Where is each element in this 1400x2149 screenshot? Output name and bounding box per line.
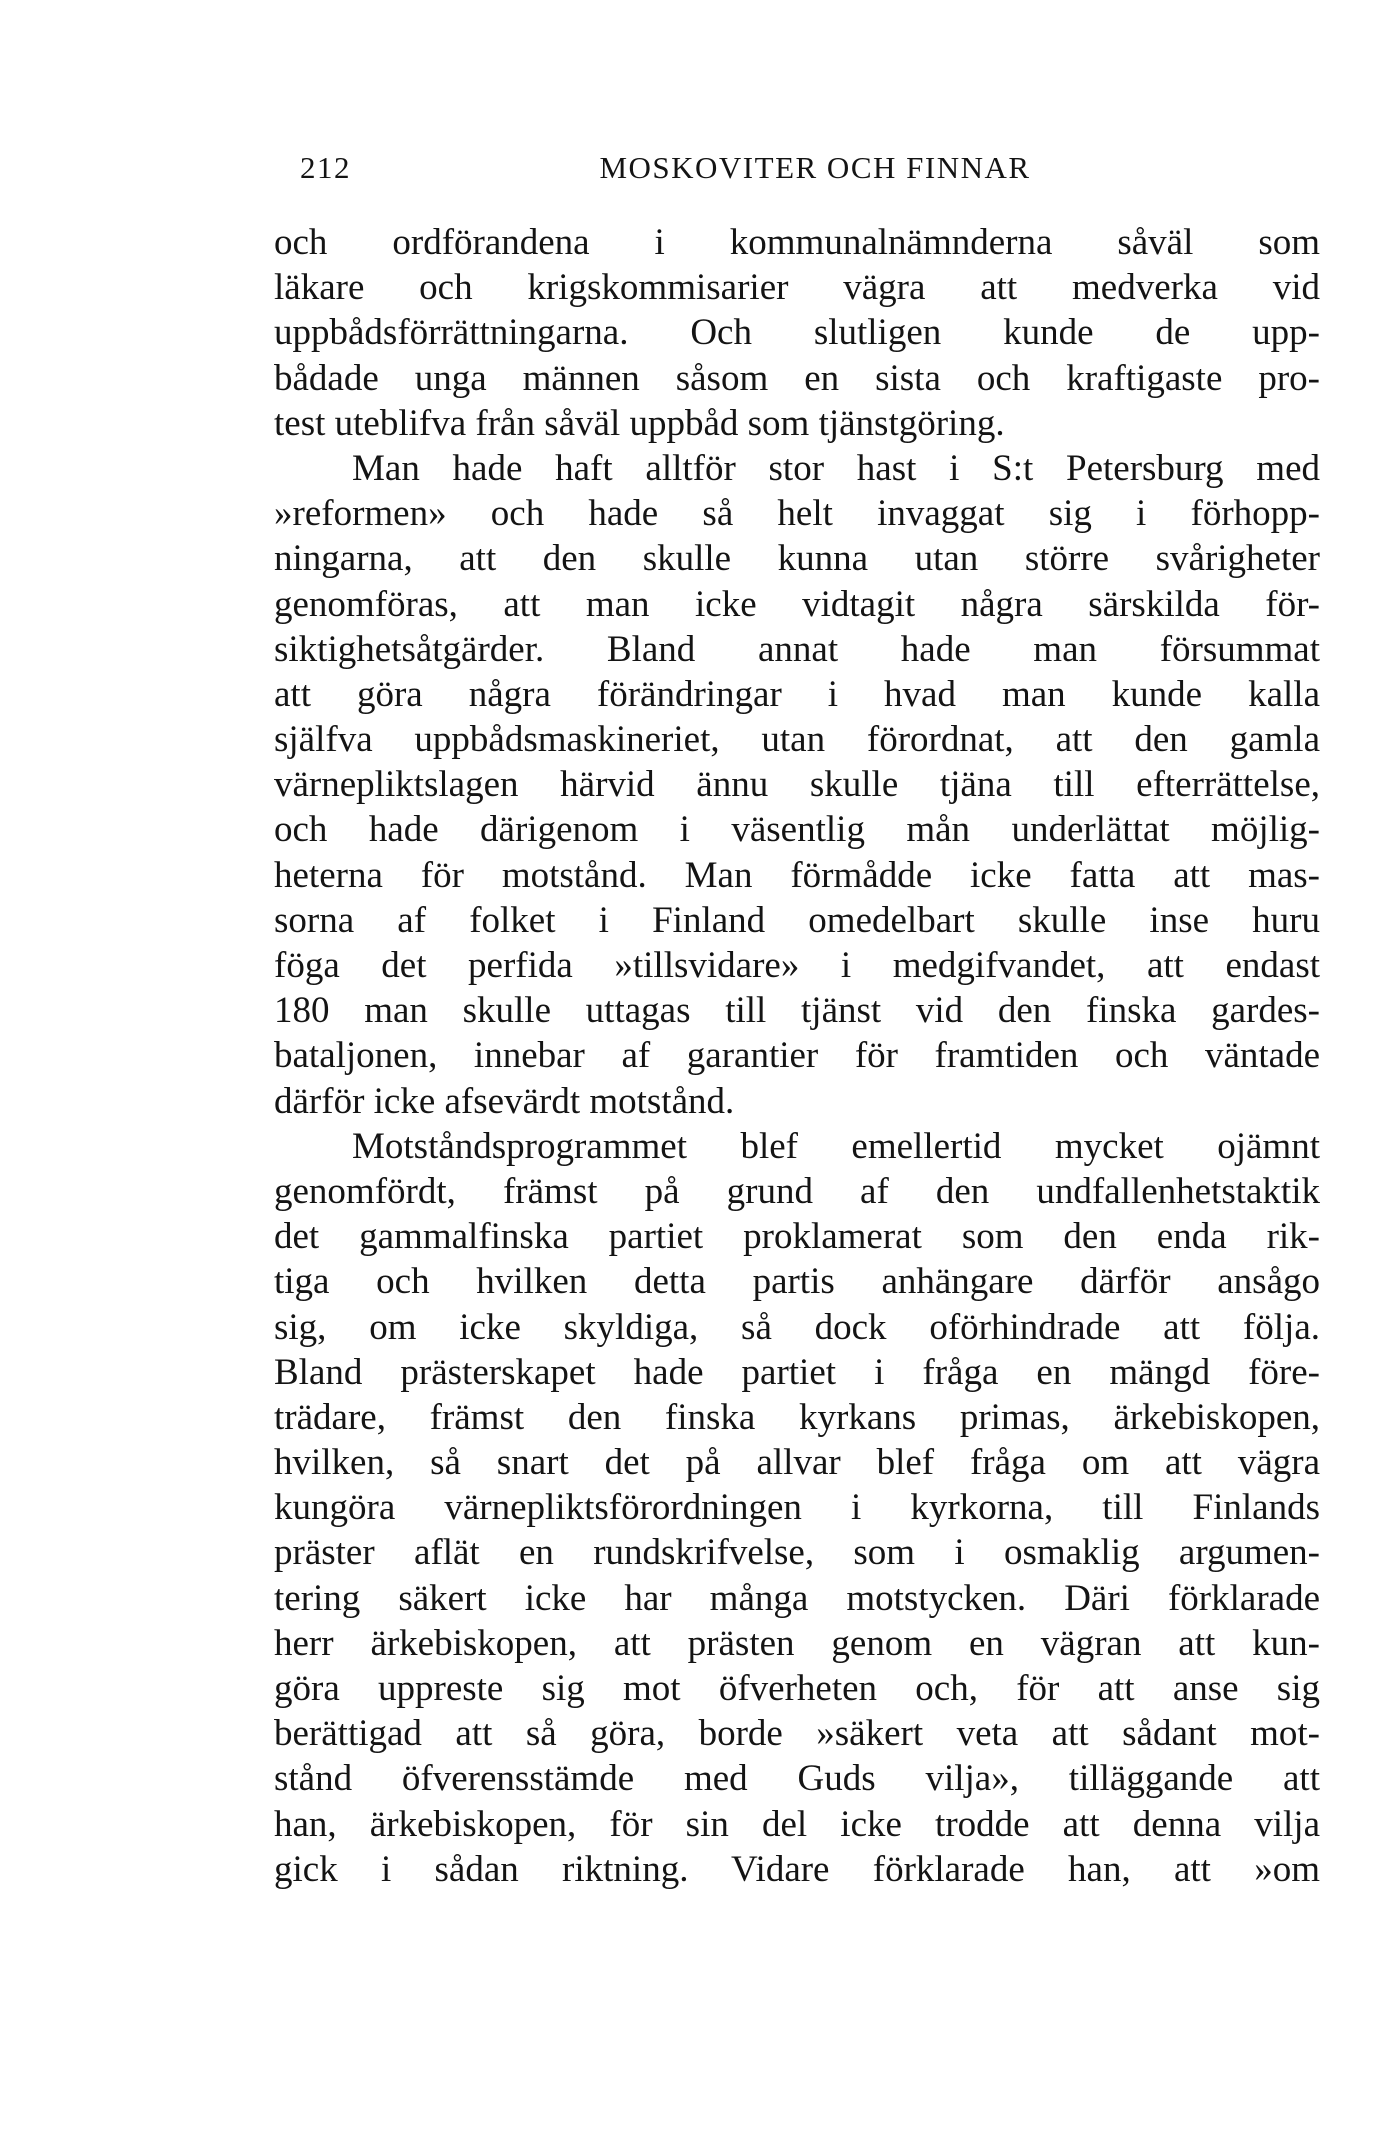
text-line: läkare och krigskommisarier vägra att medverka vid — [274, 267, 1320, 309]
text-line: herr ärkebiskopen, att prästen genom en vägran att kun- — [274, 1622, 1320, 1664]
text-line: föga det perfida »tillsvidare» i medgifvandet, att endast — [274, 945, 1320, 986]
text-line: test uteblifva från såväl uppbåd som tjänstgöring. — [274, 402, 1005, 444]
text-line: tiga och hvilken detta partis anhängare därför ansågo — [274, 1261, 1320, 1303]
text-line: bådade unga männen såsom en sista och kraftigaste pro- — [274, 357, 1320, 399]
text-line: ningarna, att den skulle kunna utan större svårigheter — [274, 538, 1320, 580]
text-line: själfva uppbådsmaskineriet, utan förordnat, att den gamla — [274, 719, 1320, 761]
text-line: stånd öfverensstämde med Guds vilja», tilläggande att — [274, 1758, 1320, 1800]
text-line: att göra några förändringar i hvad man kunde kalla — [274, 673, 1320, 715]
text-line: genomfördt, främst på grund af den undfallenhetstaktik — [274, 1170, 1320, 1212]
text-line: därför icke afsevärdt motstånd. — [274, 1080, 735, 1122]
text-line: tering säkert icke har många motstycken. Däri förklarade — [274, 1577, 1320, 1619]
text-line: bataljonen, innebar af garantier för framtiden och väntade — [274, 1035, 1320, 1077]
text-line: sig, om icke skyldiga, så dock oförhindrade att följa. — [274, 1306, 1320, 1348]
text-line: och hade därigenom i väsentlig mån underlättat möjlig- — [274, 809, 1320, 851]
text-line: hvilken, så snart det på allvar blef fråga om att vägra — [274, 1442, 1320, 1484]
text-line: Man hade haft alltför stor hast i S:t Petersburg med — [352, 447, 1320, 489]
body-text — [274, 220, 1320, 1892]
text-line: »reformen» och hade så helt invaggat sig i förhopp- — [274, 493, 1320, 535]
text-line: siktighetsåtgärder. Bland annat hade man försummat — [274, 628, 1320, 670]
text-line: han, ärkebiskopen, för sin del icke trodde att denna vilja — [274, 1803, 1320, 1845]
text-line: uppbådsförrättningarna. Och slutligen kunde de upp- — [274, 312, 1320, 354]
text-line: berättigad att så göra, borde »säkert veta att sådant mot- — [274, 1713, 1320, 1755]
text-line: Bland prästerskapet hade partiet i fråga en mängd före- — [274, 1351, 1320, 1393]
text-line: och ordförandena i kommunalnämnderna såväl som — [274, 222, 1320, 263]
running-title: MOSKOVITER OCH FINNAR — [599, 150, 1031, 185]
text-line: det gammalfinska partiet proklamerat som den enda rik- — [274, 1216, 1320, 1258]
text-line: göra uppreste sig mot öfverheten och, för att anse sig — [274, 1668, 1320, 1709]
text-line: genomföras, att man icke vidtagit några särskilda för- — [274, 583, 1320, 625]
page-number: 212 — [300, 150, 351, 185]
text-line: gick i sådan riktning. Vidare förklarade han, att »om — [274, 1848, 1320, 1890]
running-head — [300, 150, 1310, 194]
text-line: sorna af folket i Finland omedelbart skulle inse huru — [274, 899, 1320, 941]
text-line: värnepliktslagen härvid ännu skulle tjäna till efterrättelse, — [274, 764, 1320, 806]
text-line: heterna för motstånd. Man förmådde icke fatta att mas- — [274, 854, 1320, 896]
text-line: kungöra värnepliktsförordningen i kyrkorna, till Finlands — [274, 1487, 1320, 1529]
text-line: Motståndsprogrammet blef emellertid mycket ojämnt — [352, 1125, 1320, 1167]
text-line: trädare, främst den finska kyrkans primas, ärkebiskopen, — [274, 1396, 1320, 1438]
text-line: 180 man skulle uttagas till tjänst vid den finska gardes- — [274, 990, 1320, 1032]
text-line: präster aflät en rundskrifvelse, som i osmaklig argumen- — [274, 1532, 1320, 1574]
